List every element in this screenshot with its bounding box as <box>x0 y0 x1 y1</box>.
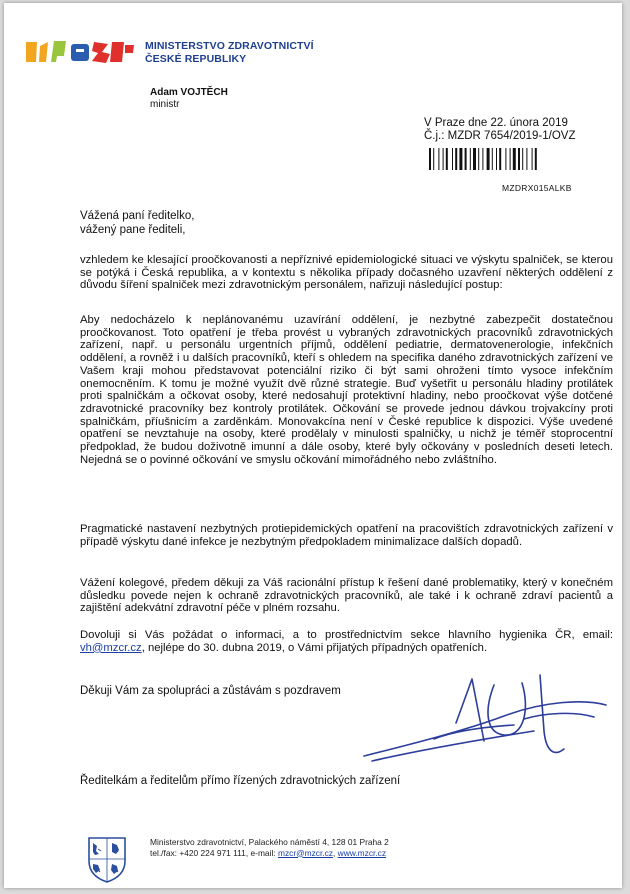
barcode <box>429 148 589 170</box>
paragraph-3: Pragmatické nastavení nezbytných protiepidemických opatření na pracovištích zdravotnických zařízení v případě výskytu dané infekce je nezbytným předpokladem minimalizace dalších dopadů. <box>80 523 613 548</box>
paragraph-2: Aby nedocházelo k neplánovanému uzavírání oddělení, je nezbytné zabezpečit dostatečnou proočkovanost. Toto opatření je třeba provést u vybraných zdravotnických pracovníků zdravotnických zařízení, např. u personálu urgentních příjmů, oddělení pediatrie, dermatovenerologie, infekčních oddělení, a rovněž i u dalších pracovníků, kteří s ohledem na specifika daného zdravotnických zařízení ve Vašem kraji mohou představovat potenciální riziko či být sami ohroženi tímto vysoce infekčním onemocněním. K tomu je možné využít dvě různé strategie. Buď vyšetřit u personálu hladiny protilátek proti spalničkám a očkovat osoby, které nedosahují protektivní hladiny, nebo proočkovat výše dotčené zdravotnické pracovníky bez kontroly protilátek. Očkování se provede jednou dávkou trojvakcíny proti spalničkám, příušnicím a zarděnkám. Monovakcína není v České republice k dispozici. Výše uvedené opatření se nevztahuje na osoby, které prodělaly v minulosti spalničky, u nichž je téměř stoprocentní předpoklad, že budou doživotně imunní a dále osoby, které byly očkovány v posledních deseti letech. Nejedná se o povinné očkování ve smyslu očkování mimořádného nebo zvláštního. <box>80 314 613 466</box>
salutation <box>80 209 194 237</box>
minister-block <box>150 87 228 111</box>
signature-mark <box>344 661 614 771</box>
ministry-name-line1: MINISTERSTVO ZDRAVOTNICTVÍ <box>145 40 314 52</box>
salutation-line1: Vážená paní ředitelko, <box>80 210 195 222</box>
paragraph-5 <box>80 629 613 654</box>
mzcr-logo-icon <box>24 36 136 66</box>
czech-emblem-icon <box>86 835 128 883</box>
footer-email-link[interactable]: mzcr@mzcr.cz <box>277 847 333 858</box>
closing-line: Děkuji Vám za spolupráci a zůstávám s pozdravem <box>80 685 341 697</box>
salutation-line2: vážený pane řediteli, <box>80 224 186 236</box>
reference-number: Č.j.: MZDR 7654/2019-1/OVZ <box>424 130 576 142</box>
footer-separator: , <box>333 847 338 858</box>
barcode-text: MZDRX015ALKB <box>502 183 572 193</box>
footer-phone: tel./fax: +420 224 971 111, e-mail: <box>150 847 278 858</box>
paragraph-5-text-b: , nejlépe do 30. dubna 2019, o Vámi přijatých případných opatřeních. <box>141 641 488 654</box>
minister-title: ministr <box>150 99 180 110</box>
recipient-line: Ředitelkám a ředitelům přímo řízených zdravotnických zařízení <box>80 775 401 787</box>
paragraph-4: Vážení kolegové, předem děkuji za Váš racionální přístup k řešení dané problematiky, který v konečném důsledku povede nejen k ochraně zdravotnických pracovníků, ale také i k ochraně zdraví pacientů a zajištění adekvátní zdravotní péče v plném rozsahu. <box>80 577 613 615</box>
place-date: V Praze dne 22. února 2019 <box>424 117 568 129</box>
footer-address: Ministerstvo zdravotnictví, Palackého náměstí 4, 128 01 Praha 2 <box>150 837 389 847</box>
hygienist-email-link[interactable]: vh@mzcr.cz <box>80 641 142 654</box>
minister-name: Adam VOJTĚCH <box>150 87 228 98</box>
ministry-name <box>145 40 314 66</box>
footer-web-link[interactable]: www.mzcr.cz <box>337 847 387 858</box>
paragraph-5-text-a: Dovoluji si Vás požádat o informaci, a to prostřednictvím sekce hlavního hygienika ČR, email: <box>80 629 613 641</box>
ministry-name-line2: ČESKÉ REPUBLIKY <box>145 53 247 65</box>
footer <box>150 837 389 858</box>
letter-meta <box>424 117 575 143</box>
letter-page <box>4 3 622 888</box>
footer-contacts <box>150 848 389 859</box>
paragraph-1: vzhledem ke klesající proočkovanosti a nepříznivé epidemiologické situaci ve výskytu spalniček, se kterou se potýká i Česká republika, a v kontextu s několika případy dočasného uzavření některých oddělení z důvodu šíření spalniček mezi zdravotnickým personálem, nařizuji následující postup: <box>80 254 613 292</box>
